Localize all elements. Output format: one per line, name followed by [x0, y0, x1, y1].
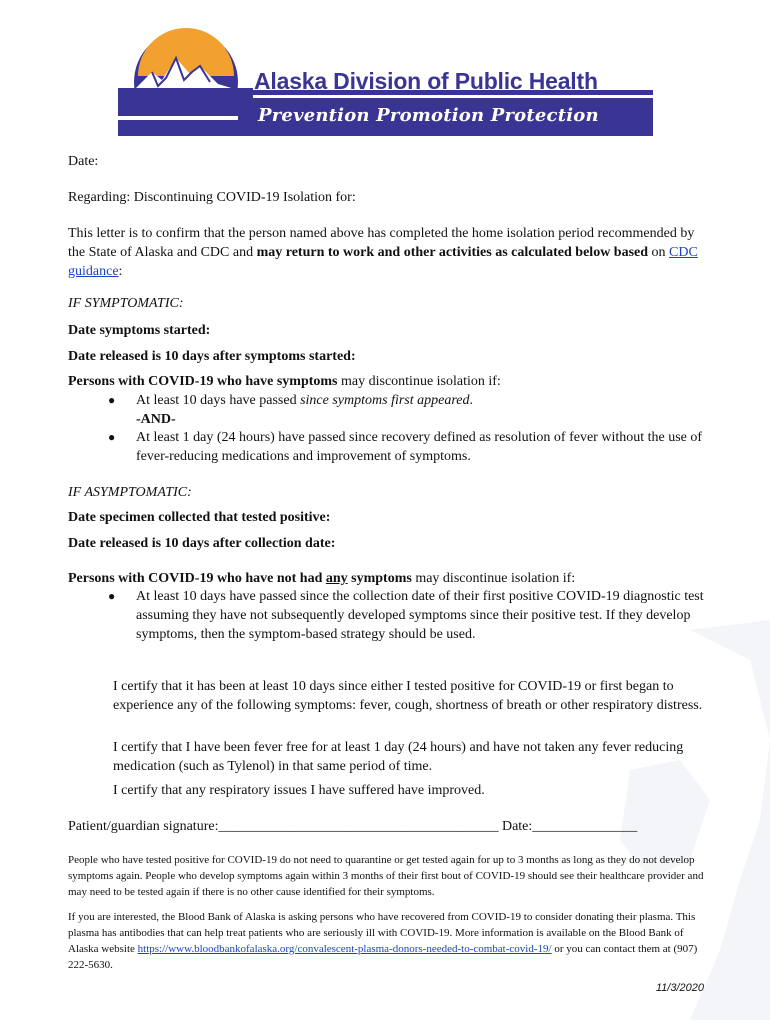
symptomatic-released-label: Date released is 10 days after symptoms started: [68, 349, 356, 364]
blood-bank-link[interactable]: https://www.bloodbankofalaska.org/convalescent-plasma-donors-needed-to-combat-covid-19/ [137, 943, 552, 955]
bullet-text: At least 10 days have passed since the collection date of their first positive COVID-19 diagnostic test assuming they have not subsequently developed symptoms since their positive test. If they develop symptoms, then the symptom-based strategy should be used. [136, 589, 704, 642]
symptomatic-heading: IF SYMPTOMATIC: [68, 296, 184, 311]
bullet-icon: ● [108, 589, 116, 603]
retest-note: People who have tested positive for COVID-19 do not need to quarantine or get tested again for up to 3 months as long as they do not develop symptoms again. People who develop symptoms again within 3 months of their first bout of COVID-19 should see their healthcare provider and may need to be tested again if there is no other cause identified for their symptoms. [68, 854, 704, 898]
asymptomatic-released-label: Date released is 10 days after collection date: [68, 536, 336, 551]
signature-field[interactable]: ________________________________________ [218, 819, 499, 834]
list-item [108, 428, 712, 468]
footer-date: 11/3/2020 [655, 982, 704, 994]
logo-tagline: Prevention Promotion Protection [258, 105, 599, 126]
bullet-text: At least 1 day (24 hours) have passed since recovery defined as resolution of fever without the use of fever-reducing medications and improvement of symptoms. [136, 430, 703, 464]
intro-paragraph [68, 224, 708, 281]
signature-date-field[interactable]: _______________ [532, 819, 638, 834]
list-item [108, 587, 712, 645]
certify-statement-1: I certify that it has been at least 10 days since either I tested positive for COVID-19 or first began to experience any of the following symptoms: fever, cough, shortness of breath or other respiratory distress. [113, 679, 703, 713]
symptoms-started-label: Date symptoms started: [68, 323, 211, 338]
signature-date-label: Date: [498, 819, 533, 834]
specimen-collected-label: Date specimen collected that tested positive: [68, 510, 331, 525]
bullet-text: At least 10 days have passed since symptoms first appeared. [136, 393, 473, 408]
symptomatic-persons-bold: Persons with COVID-19 who have symptoms [68, 374, 338, 389]
asymptomatic-criteria-intro: Persons with COVID-19 who have not had any symptoms may discontinue isolation if: [68, 571, 576, 586]
symptomatic-criteria-intro [68, 372, 708, 391]
division-logo [118, 28, 653, 136]
intro-bold: may return to work and other activities as calculated below based [256, 245, 649, 260]
intro-on: on [648, 245, 670, 260]
and-separator: -AND- [136, 412, 176, 427]
signature-line [68, 817, 708, 836]
regarding-line: Regarding: Discontinuing COVID-19 Isolation for: [68, 190, 356, 205]
list-item [108, 391, 712, 411]
bullet-icon: ● [108, 430, 116, 444]
logo-title: Alaska Division of Public Health [254, 68, 598, 94]
intro-text: This letter is to confirm that the person named above has completed the home isolation period recommended by the State of Alaska and CDC and [68, 226, 695, 260]
certify-statement-2: I certify that I have been fever free for at least 1 day (24 hours) and have not taken any fever reducing medication (such as Tylenol) in that same period of time. [113, 740, 684, 774]
bullet-icon: ● [108, 393, 116, 407]
cdc-guidance-link[interactable]: CDC guidance [68, 245, 698, 279]
signature-label: Patient/guardian signature: [68, 819, 219, 834]
asymptomatic-heading: IF ASYMPTOMATIC: [68, 485, 192, 500]
certify-statement-3: I certify that any respiratory issues I have suffered have improved. [113, 783, 485, 798]
symptomatic-persons-rest: may discontinue isolation if: [337, 374, 501, 389]
intro-colon: : [118, 264, 123, 279]
plasma-note: If you are interested, the Blood Bank of Alaska is asking persons who have recovered from COVID-19 to consider donating their plasma. This plasma has antibodies that can help treat patients who are seriously ill with COVID-19. More information is available on the Blood Bank of Alaska website https://www.bloodbankofalaska.org/convalescent-plasma-donors-needed-to-combat-covid-19/ or you can contact them at (907) 222-5630. [68, 911, 698, 971]
date-label: Date: [68, 154, 99, 169]
